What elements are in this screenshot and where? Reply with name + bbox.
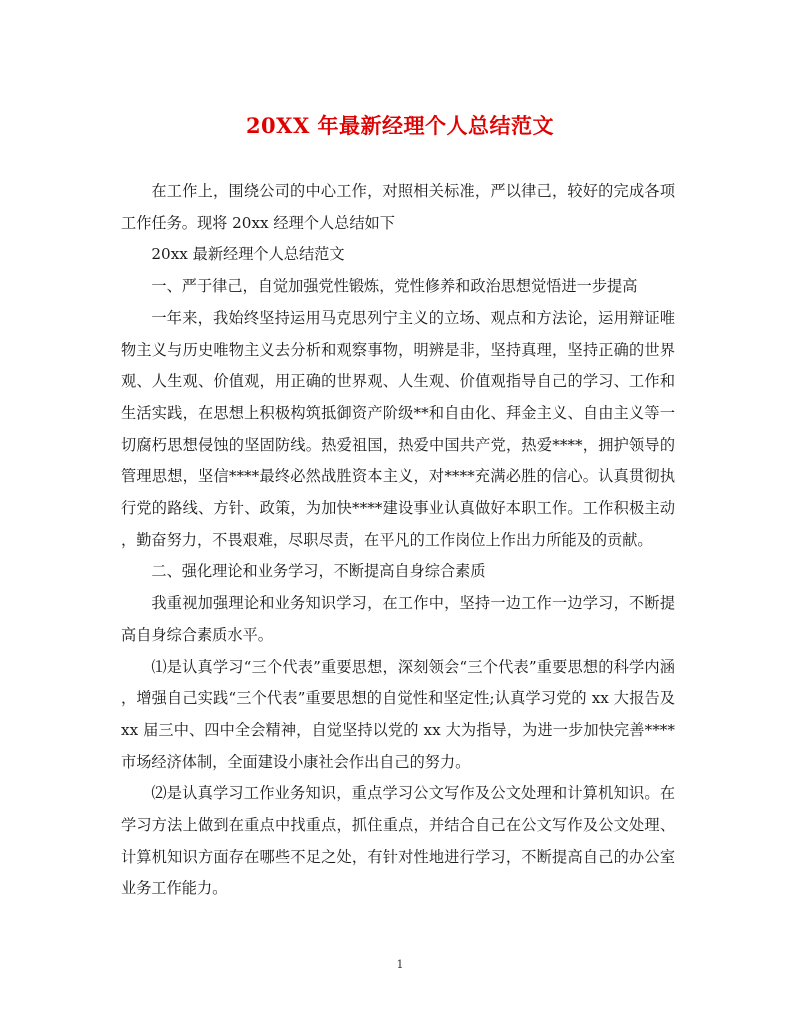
paragraph-section-2-intro: 我重视加强理论和业务知识学习，在工作中，坚持一边工作一边学习，不断提高自身综合素质水平。 bbox=[121, 594, 675, 644]
paragraph-item-2: ⑵是认真学习工作业务知识，重点学习公文写作及公文处理和计算机知识。在学习方法上做到在重点中找重点，抓住重点，并结合自己在公文写作及公文处理、计算机知识方面存在哪些不足之处，有针对性地进行学习，不断提高自己的办公室业务工作能力。 bbox=[121, 784, 675, 898]
paragraph-subtitle: 20xx 最新经理个人总结范文 bbox=[151, 245, 345, 264]
section-heading-2: 二、强化理论和业务学习，不断提高自身综合素质 bbox=[151, 562, 486, 581]
paragraph-intro: 在工作上，围绕公司的中心工作，对照相关标准，严以律己，较好的完成各项工作任务。现将 20xx 经理个人总结如下 bbox=[121, 182, 675, 232]
section-heading-1: 一、严于律己，自觉加强党性锻炼，党性修养和政治思想觉悟进一步提高 bbox=[151, 277, 638, 296]
document-title: 20XX 年最新经理个人总结范文 bbox=[245, 113, 555, 138]
paragraph-section-1-body: 一年来，我始终坚持运用马克思列宁主义的立场、观点和方法论，运用辩证唯物主义与历史唯物主义去分析和观察事物，明辨是非，坚持真理，坚持正确的世界观、人生观、价值观，用正确的世界观、人生观、价值观指导自己的学习、工作和生活实践，在思想上积极构筑抵御资产阶级**和自由化、拜金主义、自由主义等一切腐朽思想侵蚀的坚固防线。热爱祖国，热爱中国共产党，热爱****，拥护领导的管理思想，坚信****最终必然战胜资本主义，对****充满必胜的信心。认真贯彻执行党的路线、方针、政策，为加快****建设事业认真做好本职工作。工作积极主动，勤奋努力，不畏艰难，尽职尽责，在平凡的工作岗位上作出力所能及的贡献。 bbox=[121, 308, 675, 549]
paragraph-item-1: ⑴是认真学习“三个代表”重要思想，深刻领会“三个代表”重要思想的科学内涵，增强自己实践“三个代表”重要思想的自觉性和坚定性;认真学习党的 xx 大报告及 xx 届三中、四中全会精神，自觉坚持以党的 xx 大为指导，为进一步加快完善****市场经济体制，全面建设小康社会作出自己的努力。 bbox=[121, 657, 675, 771]
page-number: 1 bbox=[396, 958, 404, 971]
document-body bbox=[121, 176, 675, 905]
